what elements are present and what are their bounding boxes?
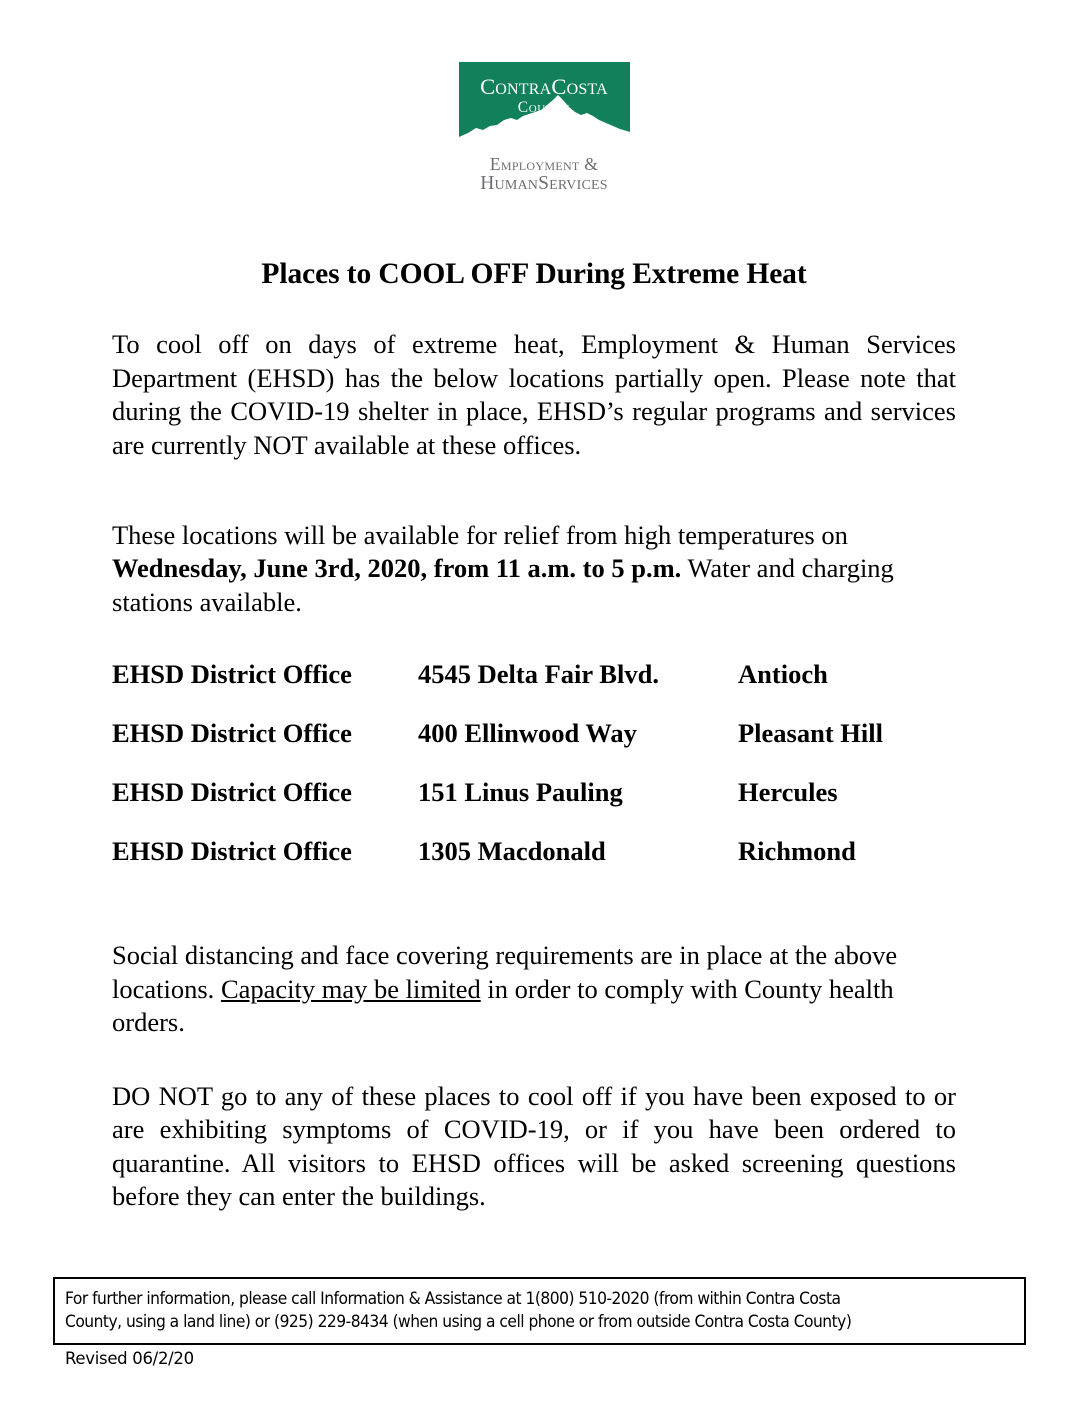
- contra-costa-county-mountain-logo-icon: [459, 62, 630, 150]
- location-address: 400 Ellinwood Way: [418, 718, 637, 749]
- availability-datetime: Wednesday, June 3rd, 2020, from 11 a.m. to 5 p.m.: [112, 553, 682, 584]
- logo-subtitle-line2: HumanServices: [480, 172, 608, 194]
- capacity-limited-underlined: Capacity may be limited: [220, 973, 481, 1004]
- location-office: EHSD District Office: [112, 836, 352, 867]
- organization-logo: [0, 62, 1088, 195]
- distancing-trail: in order to comply with County health orders.: [112, 973, 894, 1038]
- locations-table: [112, 659, 956, 895]
- availability-paragraph: [112, 519, 956, 620]
- intro-paragraph: To cool off on days of extreme heat, Employment & Human Services Department (EHSD) has the below locations partially open. Please note that during the COVID-19 shelter in place, EHSD’s regular programs and services are currently NOT available at these offices.: [112, 329, 956, 460]
- location-office: EHSD District Office: [112, 718, 352, 749]
- revision-date: Revised 06/2/20: [65, 1349, 194, 1368]
- distancing-lead: Social distancing and face covering requirements are in place at the above locations.: [112, 940, 898, 1004]
- table-row: [112, 718, 956, 777]
- location-city: Hercules: [738, 777, 838, 808]
- location-city: Richmond: [738, 836, 856, 867]
- contact-line-2: County, using a land line) or (925) 229-8434 (when using a cell phone or from outside Contra Costa County): [65, 1312, 852, 1332]
- table-row: [112, 777, 956, 836]
- location-address: 1305 Macdonald: [418, 836, 606, 867]
- contact-line-1: For further information, please call Information & Assistance at 1(800) 510-2020 (from within Contra Costa: [65, 1289, 841, 1308]
- table-row: [112, 836, 956, 895]
- location-address: 151 Linus Pauling: [418, 777, 623, 808]
- logo-line-contracosta: ContraCosta: [480, 74, 608, 99]
- location-city: Pleasant Hill: [738, 718, 884, 749]
- location-office: EHSD District Office: [112, 659, 352, 690]
- document-body: [112, 258, 956, 1214]
- availability-trail: Water and charging stations available.: [112, 553, 894, 617]
- page-title: Places to COOL OFF During Extreme Heat: [261, 258, 807, 290]
- social-distancing-paragraph: [112, 939, 956, 1040]
- warning-paragraph: DO NOT go to any of these places to cool off if you have been exposed to or are exhibiting symptoms of COVID-19, or if you have been ordered to quarantine. All visitors to EHSD offices will be asked screening questions before they can enter the buildings.: [112, 1080, 956, 1212]
- location-office: EHSD District Office: [112, 777, 352, 808]
- location-address: 4545 Delta Fair Blvd.: [418, 659, 659, 690]
- availability-lead: These locations will be available for relief from high temperatures on: [112, 519, 848, 550]
- location-city: Antioch: [738, 659, 828, 690]
- logo-line-county: County: [517, 99, 571, 116]
- logo-subtitle: [480, 155, 608, 195]
- contact-information-box: [53, 1277, 1026, 1345]
- table-row: [112, 659, 956, 718]
- logo-subtitle-line1: Employment &: [489, 154, 599, 174]
